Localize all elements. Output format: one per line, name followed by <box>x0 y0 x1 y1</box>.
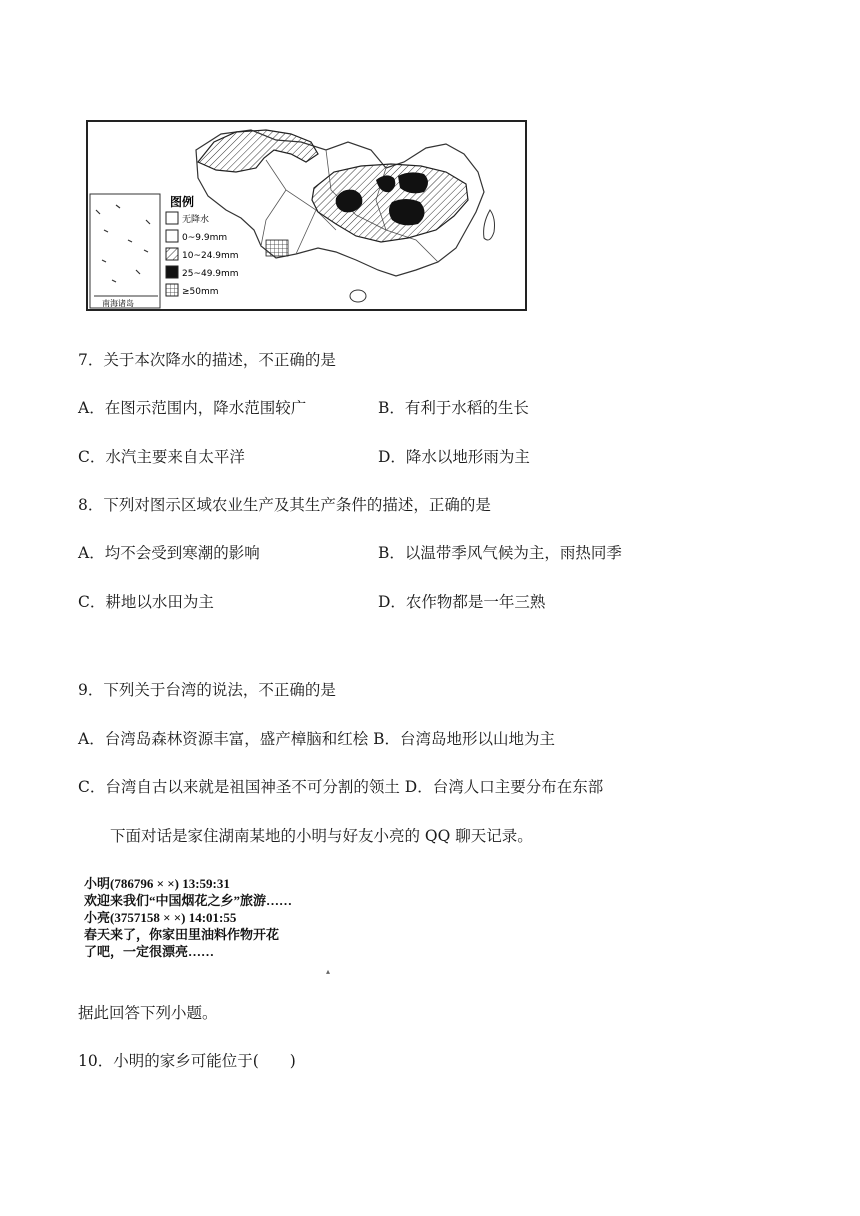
resize-mark-icon: ▴ <box>326 967 331 976</box>
chat-line-4: 春天来了，你家田里油料作物开花 <box>84 927 280 942</box>
q9-options-line-2: C．台湾自古以来就是祖国神圣不可分割的领土 D．台湾人口主要分布在东部 <box>78 778 604 796</box>
legend-swatch-hatched <box>166 248 178 260</box>
heavy-rain-patch-4 <box>389 199 425 225</box>
q8-option-d: D．农作物都是一年三熟 <box>378 593 546 611</box>
passage-intro: 下面对话是家住湖南某地的小明与好友小亮的 QQ 聊天记录。 <box>110 827 533 845</box>
q8-option-a: A．均不会受到寒潮的影响 <box>78 544 260 562</box>
qq-chat-record <box>84 875 344 980</box>
chat-line-5: 了吧，一定很漂亮…… <box>84 944 215 959</box>
legend-label-none: 无降水 <box>182 215 210 225</box>
q8-stem: 8．下列对图示区域农业生产及其生产条件的描述，正确的是 <box>78 496 491 514</box>
q9-stem: 9．下列关于台湾的说法，不正确的是 <box>78 681 336 699</box>
south-china-sea-inset <box>90 194 160 308</box>
q7-option-b: B．有利于水稻的生长 <box>378 399 529 417</box>
inset-label: 南海诸岛 <box>102 299 134 308</box>
q8-option-c: C．耕地以水田为主 <box>78 593 214 611</box>
legend-label-blank: 0~9.9mm <box>182 233 228 243</box>
legend-title: 图例 <box>170 195 195 209</box>
q8-option-b: B．以温带季风气候为主，雨热同季 <box>378 544 622 562</box>
q10-stem: 10．小明的家乡可能位于( ) <box>78 1052 296 1070</box>
legend-swatch-blank <box>166 230 178 242</box>
chat-line-2: 欢迎来我们“中国烟花之乡”旅游…… <box>84 893 293 908</box>
legend-label-solid: 25~49.9mm <box>182 269 239 279</box>
legend-label-hatched: 10~24.9mm <box>182 251 239 261</box>
q7-option-c: C．水汽主要来自太平洋 <box>78 448 245 466</box>
q7-option-d: D．降水以地形雨为主 <box>378 448 530 466</box>
legend-swatch-grid <box>166 284 178 296</box>
legend-swatch-none <box>166 212 178 224</box>
q9-options-line-1: A．台湾岛森林资源丰富，盛产樟脑和红桧 B．台湾岛地形以山地为主 <box>78 730 556 748</box>
chat-line-1: 小明(786796 × ×) 13:59:31 <box>84 876 230 891</box>
instruction: 据此回答下列小题。 <box>78 1004 218 1022</box>
q7-option-a: A．在图示范围内，降水范围较广 <box>78 399 307 417</box>
precipitation-map <box>86 120 528 312</box>
chat-line-3: 小亮(3757158 × ×) 14:01:55 <box>84 910 237 925</box>
legend-swatch-solid <box>166 266 178 278</box>
extreme-rain-patch <box>266 240 288 256</box>
q7-stem: 7．关于本次降水的描述，不正确的是 <box>78 351 336 369</box>
legend-label-grid: ≥50mm <box>182 287 219 297</box>
hainan-island <box>350 290 366 302</box>
